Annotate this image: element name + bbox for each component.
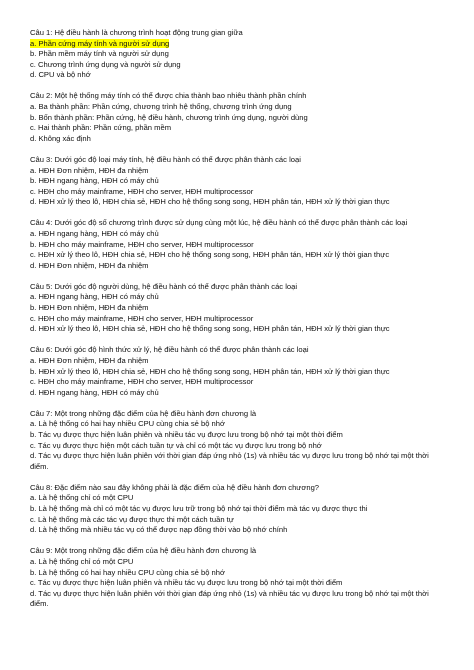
option-d: d. Không xác định <box>30 133 91 143</box>
question-title: Câu 5: Dưới góc độ người dùng, hệ điều hành có thể được phân thành các loại <box>30 281 298 291</box>
question-title: Câu 7: Một trong những đặc điểm của hệ điều hành đơn chương là <box>30 408 257 418</box>
question-7 <box>30 409 444 473</box>
question-9 <box>30 546 444 610</box>
question-3 <box>30 155 444 208</box>
option-a: a. Là hệ thống chỉ có một CPU <box>30 493 134 503</box>
option-a: a. Ba thành phần: Phần cứng, chương trình hệ thống, chương trình ứng dụng <box>30 102 292 112</box>
option-a: a. HĐH Đơn nhiệm, HĐH đa nhiệm <box>30 165 149 175</box>
question-title: Câu 8: Đặc điểm nào sau đây không phải là đặc điểm của hệ điều hành đơn chương? <box>30 482 320 492</box>
option-a-highlighted <box>30 39 444 50</box>
option-b: b. Phần mềm máy tính và người sử dụng <box>30 49 169 59</box>
option-d: d. HĐH xử lý theo lô, HĐH chia sẻ, HĐH cho hệ thống song song, HĐH phân tán, HĐH xử lý thời gian thực <box>30 197 390 207</box>
option-b: b. HĐH xử lý theo lô, HĐH chia sẻ, HĐH cho hệ thống song song, HĐH phân tán, HĐH xử lý thời gian thực <box>30 366 390 376</box>
question-title: Câu 4: Dưới góc độ số chương trình được sử dụng cùng một lúc, hệ điều hành có thể được phân thành các loại <box>30 218 408 228</box>
question-8 <box>30 483 444 536</box>
question-1 <box>30 28 444 81</box>
option-c: c. Chương trình ứng dụng và người sử dụng <box>30 59 181 69</box>
question-title: Câu 2: Một hệ thống máy tính có thể được chia thành bao nhiêu thành phần chính <box>30 91 307 101</box>
option-b: b. Là hệ thống mà chỉ có một tác vụ được lưu trữ trong bộ nhớ tại thời điểm mà tác vụ được thực thi <box>30 504 368 514</box>
question-title: Câu 9: Một trong những đặc điểm của hệ điều hành đơn chương là <box>30 546 257 556</box>
option-b: b. Bốn thành phần: Phần cứng, hệ điều hành, chương trình ứng dụng, người dùng <box>30 112 308 122</box>
option-a: a. Là hệ thống có hai hay nhiều CPU cùng chia sẻ bộ nhớ <box>30 419 225 429</box>
option-d: d. Tác vụ được thực hiện luân phiên với thời gian đáp ứng nhỏ (1s) và nhiều tác vụ được lưu trong bộ nhớ tại một thời điểm. <box>30 588 429 609</box>
question-2 <box>30 91 444 144</box>
option-d: d. CPU và bộ nhớ <box>30 70 91 80</box>
option-d: d. Là hệ thống mà nhiều tác vụ có thể được nạp đồng thời vào bộ nhớ chính <box>30 525 288 535</box>
option-b: b. HĐH ngang hàng, HĐH có máy chủ <box>30 176 159 186</box>
option-d: d. HĐH Đơn nhiệm, HĐH đa nhiệm <box>30 260 149 270</box>
option-b: b. Là hệ thống có hai hay nhiều CPU cùng chia sẻ bộ nhớ <box>30 567 225 577</box>
question-title: Câu 1: Hệ điều hành là chương trình hoạt động trung gian giữa <box>30 28 243 37</box>
option-c: c. HĐH cho máy mainframe, HĐH cho server, HĐH multiprocessor <box>30 313 254 323</box>
option-a: a. HĐH ngang hàng, HĐH có máy chủ <box>30 229 159 238</box>
option-d: d. HĐH xử lý theo lô, HĐH chia sẻ, HĐH cho hệ thống song song, HĐH phân tán, HĐH xử lý thời gian thực <box>30 324 390 334</box>
option-a: a. HĐH Đơn nhiệm, HĐH đa nhiệm <box>30 355 149 365</box>
question-title: Câu 3: Dưới góc độ loại máy tính, hệ điều hành có thể được phân thành các loại <box>30 154 301 164</box>
option-c: c. Tác vụ được thực hiện một cách tuần tự và chỉ có một tác vụ được lưu trong bộ nhớ <box>30 440 322 450</box>
option-c: c. HĐH xử lý theo lô, HĐH chia sẻ, HĐH cho hệ thống song song, HĐH phân tán, HĐH xử lý thời gian thực <box>30 250 390 260</box>
option-b: b. HĐH Đơn nhiệm, HĐH đa nhiệm <box>30 303 149 313</box>
option-c: c. Tác vụ được thực hiện luân phiên và nhiều tác vụ được lưu trong bộ nhớ tại một thời điểm <box>30 578 343 588</box>
option-a: a. HĐH ngang hàng, HĐH có máy chủ <box>30 292 159 302</box>
option-a: a. Là hệ thống chỉ có một CPU <box>30 556 134 566</box>
option-c: c. HĐH cho máy mainframe, HĐH cho server, HĐH multiprocessor <box>30 186 254 196</box>
option-b: b. Tác vụ được thực hiện luân phiên và nhiều tác vụ được lưu trong bộ nhớ tại một thời điểm <box>30 430 343 439</box>
option-c: c. HĐH cho máy mainframe, HĐH cho server, HĐH multiprocessor <box>30 377 254 387</box>
option-d: d. Tác vụ được thực hiện luân phiên với thời gian đáp ứng nhỏ (1s) và nhiều tác vụ được lưu trong bộ nhớ tại một thời điểm. <box>30 451 429 471</box>
question-6 <box>30 345 444 398</box>
answer-highlight: a. Phần cứng máy tính và người sử dụng <box>30 38 170 48</box>
question-5 <box>30 282 444 335</box>
question-title: Câu 6: Dưới góc độ hình thức xử lý, hệ điều hành có thể được phân thành các loại <box>30 345 309 355</box>
option-c: c. Là hệ thống mà các tác vụ được thực thi một cách tuần tự <box>30 514 234 524</box>
option-d: d. HĐH ngang hàng, HĐH có máy chủ <box>30 387 159 397</box>
option-c: c. Hai thành phần: Phần cứng, phần mềm <box>30 123 172 133</box>
question-4 <box>30 218 444 271</box>
option-b: b. HĐH cho máy mainframe, HĐH cho server, HĐH multiprocessor <box>30 239 254 249</box>
